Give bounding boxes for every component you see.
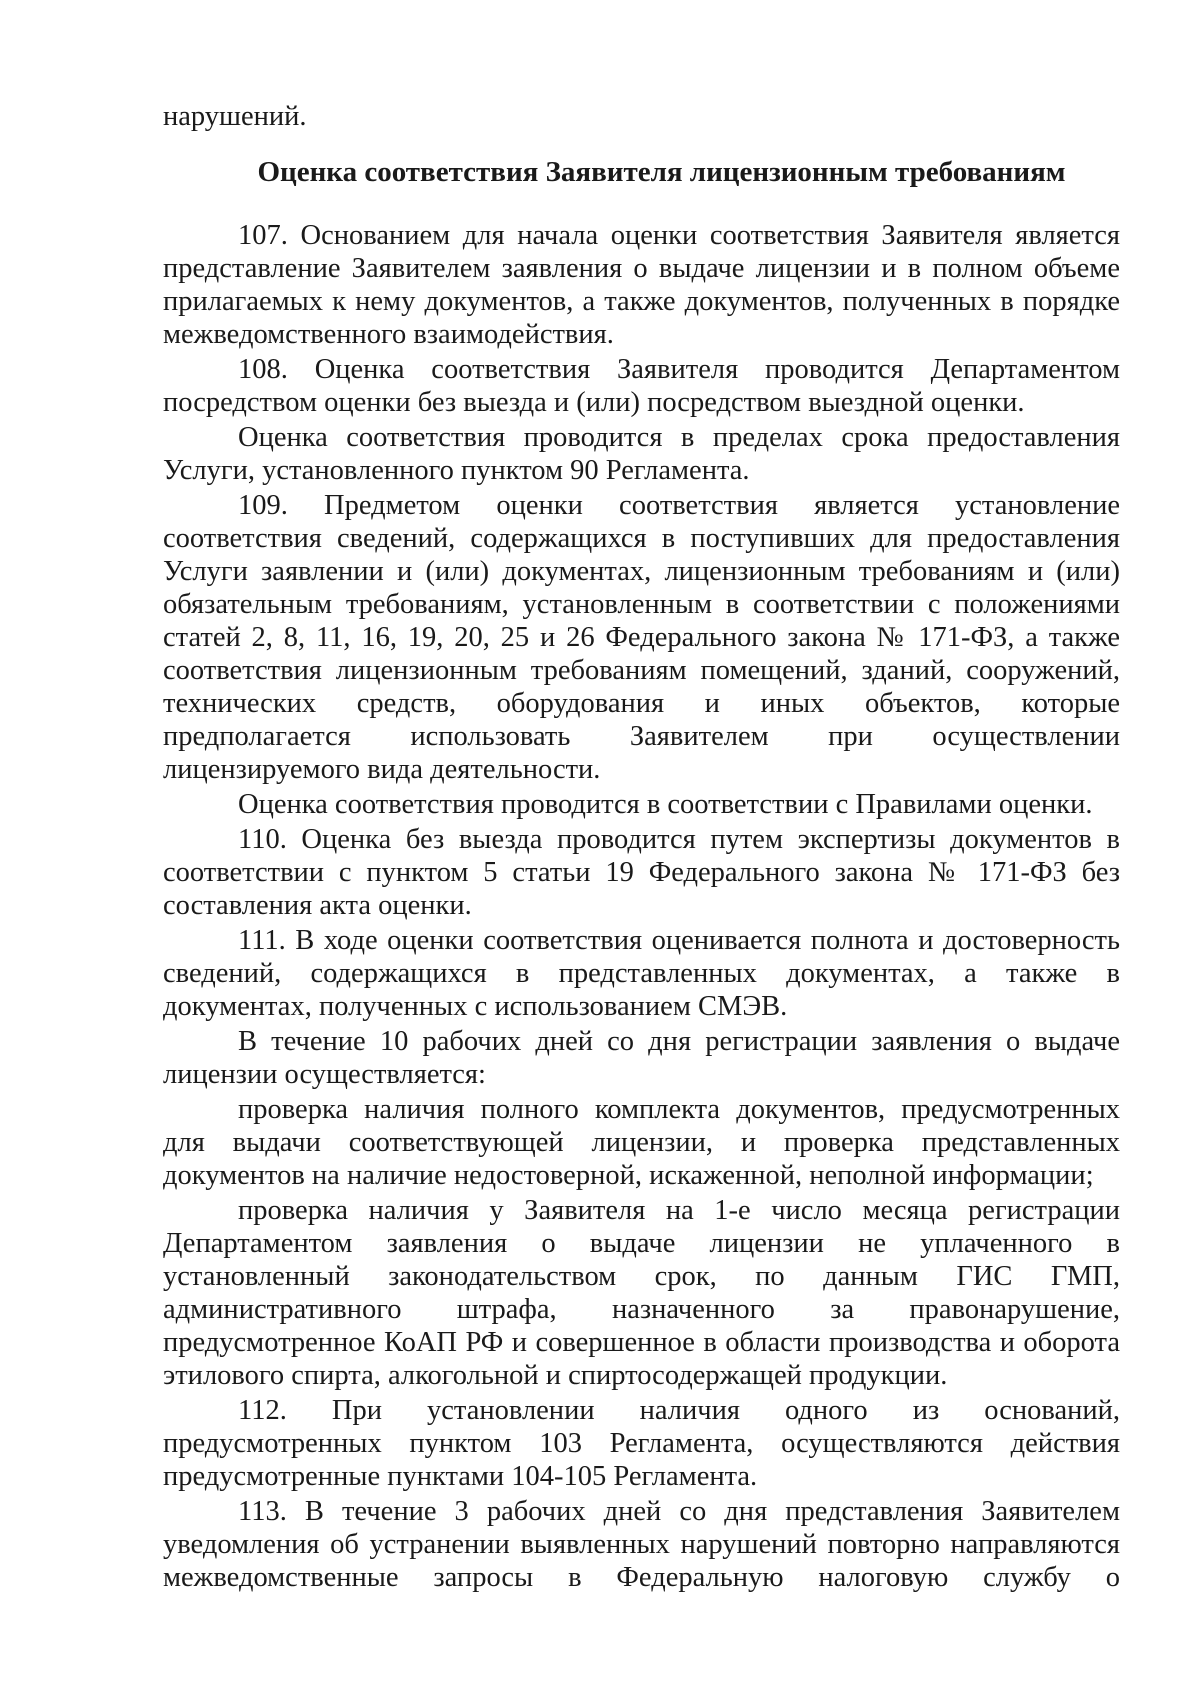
text-line: установленный законодательством срок, по данным ГИС ГМП,: [163, 1261, 1120, 1292]
paragraph-p109b: [163, 788, 1120, 821]
text-line: межведомственные запросы в Федеральную налоговую службу о: [163, 1562, 1120, 1593]
text-line: 111. В ходе оценки соответствия оценивается полнота и достоверность: [238, 925, 1120, 956]
text-line: Услуги заявлении и (или) документах, лицензионным требованиям и (или): [163, 556, 1120, 587]
text-line: 109. Предметом оценки соответствия является установление: [238, 490, 1120, 521]
intro-line: нарушений.: [163, 101, 307, 132]
text-line: документах, полученных с использованием СМЭВ.: [163, 991, 788, 1022]
paragraph-p113: [163, 1495, 1120, 1594]
text-line: посредством оценки без выезда и (или) посредством выездной оценки.: [163, 387, 1025, 418]
text-line: сведений, содержащихся в представленных документах, а также в: [163, 958, 1120, 989]
paragraph-p109: [163, 489, 1120, 786]
paragraph-p112: [163, 1394, 1120, 1493]
paragraph-p108b: [163, 421, 1120, 487]
text-line: представление Заявителем заявления о выдаче лицензии и в полном объеме: [163, 253, 1120, 284]
text-line: документов на наличие недостоверной, искаженной, неполной информации;: [163, 1160, 1094, 1191]
text-line: уведомления об устранении выявленных нарушений повторно направляются: [163, 1529, 1120, 1560]
text-line: предусмотренные пунктами 104-105 Регламента.: [163, 1461, 758, 1492]
document-page: [163, 100, 1120, 1594]
text-line: В течение 10 рабочих дней со дня регистрации заявления о выдаче: [238, 1026, 1120, 1057]
text-line: технических средств, оборудования и иных объектов, которые: [163, 688, 1120, 719]
text-line: Департаментом заявления о выдаче лицензии не уплаченного в: [163, 1228, 1120, 1259]
paragraph-p107: [163, 219, 1120, 351]
text-line: проверка наличия у Заявителя на 1-е число месяца регистрации: [238, 1195, 1120, 1226]
text-line: обязательным требованиям, установленным в соответствии с положениями: [163, 589, 1120, 620]
text-line: Оценка соответствия проводится в соответствии с Правилами оценки.: [238, 789, 1093, 820]
text-line: 107. Основанием для начала оценки соответствия Заявителя является: [238, 220, 1120, 251]
text-line: соответствии с пунктом 5 статьи 19 Федерального закона № 171-ФЗ без: [163, 857, 1120, 888]
section-heading: Оценка соответствия Заявителя лицензионным требованиям: [257, 156, 1066, 188]
text-line: соответствия сведений, содержащихся в поступивших для предоставления: [163, 523, 1120, 554]
text-line: проверка наличия полного комплекта документов, предусмотренных: [238, 1094, 1120, 1125]
text-line: 110. Оценка без выезда проводится путем экспертизы документов в: [238, 824, 1120, 855]
text-line: лицензируемого вида деятельности.: [163, 754, 601, 785]
text-line: Оценка соответствия проводится в пределах срока предоставления: [238, 422, 1120, 453]
paragraph-list: [163, 219, 1120, 1594]
text-line: предполагается использовать Заявителем при осуществлении: [163, 721, 1120, 752]
text-line: составления акта оценки.: [163, 890, 472, 921]
text-line: 108. Оценка соответствия Заявителя проводится Департаментом: [238, 354, 1120, 385]
text-line: для выдачи соответствующей лицензии, и проверка представленных: [163, 1127, 1120, 1158]
text-line: соответствия лицензионным требованиям помещений, зданий, сооружений,: [163, 655, 1120, 686]
text-line: межведомственного взаимодействия.: [163, 319, 614, 350]
text-line: Услуги, установленного пунктом 90 Регламента.: [163, 455, 750, 486]
text-line: административного штрафа, назначенного за правонарушение,: [163, 1294, 1120, 1325]
text-line: предусмотренное КоАП РФ и совершенное в области производства и оборота: [163, 1327, 1120, 1358]
paragraph-p111: [163, 924, 1120, 1023]
text-line: прилагаемых к нему документов, а также документов, полученных в порядке: [163, 286, 1120, 317]
text-line: 113. В течение 3 рабочих дней со дня представления Заявителем: [238, 1496, 1120, 1527]
text-line: лицензии осуществляется:: [163, 1059, 486, 1090]
paragraph-p111c: [163, 1093, 1120, 1192]
text-line: предусмотренных пунктом 103 Регламента, осуществляются действия: [163, 1428, 1120, 1459]
paragraph-p111b: [163, 1025, 1120, 1091]
paragraph-p108: [163, 353, 1120, 419]
paragraph-p111d: [163, 1194, 1120, 1392]
text-line: 112. При установлении наличия одного из оснований,: [238, 1395, 1120, 1426]
text-line: статей 2, 8, 11, 16, 19, 20, 25 и 26 Федерального закона № 171-ФЗ, а также: [163, 622, 1120, 653]
text-line: этилового спирта, алкогольной и спиртосодержащей продукции.: [163, 1360, 948, 1391]
paragraph-p110: [163, 823, 1120, 922]
